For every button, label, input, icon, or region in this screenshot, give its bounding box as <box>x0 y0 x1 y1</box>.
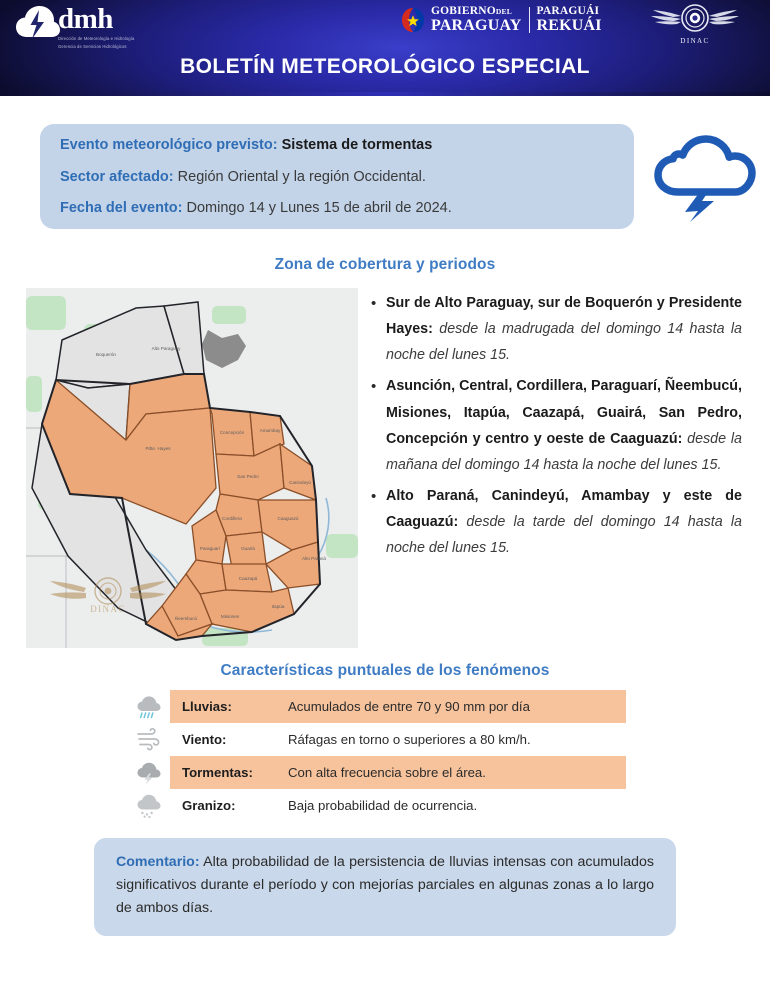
del-word: DEL <box>495 7 512 16</box>
coverage-bullet-3-period: desde la tarde del domingo 14 hasta la noche del lunes 15. <box>386 514 742 557</box>
svg-text:San Pedro: San Pedro <box>237 474 259 479</box>
affected-sector-label: Sector afectado: <box>60 168 174 185</box>
comment-label: Comentario: <box>116 854 200 870</box>
comment-text: Alta probabilidad de la persistencia de lluvias intensas con acumulados significativos durante el período y con mejorías parciales en algunas zonas a lo largo de ambos días. <box>116 854 654 916</box>
dmh-logo-word: dmh <box>58 3 113 35</box>
coverage-bullet-1-regions: Sur de Alto Paraguay, sur de Boquerón y Presidente Hayes: <box>386 295 742 338</box>
event-forecast-line <box>60 138 634 153</box>
svg-text:Canindeyú: Canindeyú <box>289 480 311 485</box>
storm-cloud-icon <box>128 760 170 786</box>
list-item <box>368 290 742 368</box>
characteristic-value: Ráfagas en torno o superiores a 80 km/h. <box>288 732 531 747</box>
dmh-logo <box>14 3 134 51</box>
svg-text:Misiones: Misiones <box>220 614 240 619</box>
event-date-value: Domingo 14 y Lunes 15 de abril de 2024. <box>186 200 452 216</box>
svg-text:Concepción: Concepción <box>219 430 245 435</box>
list-item <box>368 373 742 478</box>
svg-text:Amambay: Amambay <box>259 428 281 433</box>
coverage-bullet-2-regions: Asunción, Central, Cordillera, Paraguarí, Ñeembucú, Misiones, Itapúa, Caazapá, Guairá, San Pedro, Concepción y centro y oeste de Caaguazú: <box>386 378 742 447</box>
svg-text:Alto Paraná: Alto Paraná <box>301 556 327 561</box>
event-forecast-label: Evento meteorológico previsto: <box>60 137 278 153</box>
gobierno-paraguay-logo <box>400 6 602 34</box>
characteristic-value: Acumulados de entre 70 y 90 mm por día <box>288 699 530 714</box>
characteristic-label: Viento: <box>182 732 227 747</box>
rekuai-word: REKUÁI <box>536 16 602 34</box>
page-header <box>0 0 770 96</box>
svg-text:Caaguazú: Caaguazú <box>277 516 299 521</box>
paraguay-coverage-map <box>26 288 358 648</box>
coverage-content-row <box>0 288 770 650</box>
table-row <box>128 756 628 789</box>
storm-cloud-icon <box>652 132 756 224</box>
logo-divider <box>529 7 530 33</box>
table-row <box>128 789 628 822</box>
dmh-cloud-lightning-icon <box>14 3 62 45</box>
comment-box <box>94 838 676 936</box>
affected-sector-line <box>60 170 634 185</box>
event-info-box <box>40 124 634 229</box>
page-title: BOLETÍN METEOROLÓGICO ESPECIAL <box>180 55 590 78</box>
characteristics-table <box>128 690 628 822</box>
svg-text:Caazapá: Caazapá <box>238 576 258 581</box>
rain-cloud-icon <box>128 694 170 720</box>
characteristics-section-title: Características puntuales de los fenómenos <box>220 662 550 679</box>
characteristic-value: Baja probabilidad de ocurrencia. <box>288 798 478 813</box>
svg-text:Paraguarí: Paraguarí <box>199 546 221 551</box>
svg-text:Ñeembucú: Ñeembucú <box>174 616 198 621</box>
svg-text:Cordillera: Cordillera <box>222 516 242 521</box>
svg-text:Boquerón: Boquerón <box>96 352 116 357</box>
coverage-bullet-1-period: desde la madrugada del domingo 14 hasta la noche del lunes 15. <box>386 321 742 364</box>
svg-text:Itapúa: Itapúa <box>271 604 285 609</box>
paraguai-word: PARAGUÁI <box>536 5 600 17</box>
list-item <box>368 483 742 561</box>
wind-icon <box>128 727 170 753</box>
table-row <box>128 690 628 723</box>
svg-text:Alto Paraguay: Alto Paraguay <box>151 346 181 351</box>
paraguay-word: PARAGUAY <box>431 16 522 34</box>
dmh-logo-subtitle-2: Gerencia de Servicios Hidrológicos <box>58 44 127 50</box>
event-date-line <box>60 201 634 216</box>
coverage-bullet-3-regions: Alto Paraná, Canindeyú, Amambay y este de Caaguazú: <box>386 488 742 531</box>
svg-text:Pdte. Hayes: Pdte. Hayes <box>145 446 171 451</box>
event-forecast-value: Sistema de tormentas <box>281 137 433 153</box>
hail-cloud-icon <box>128 793 170 819</box>
coverage-bullet-2-period: desde la mañana del domingo 14 hasta la noche del lunes 15. <box>386 430 742 473</box>
dinac-logo <box>640 2 750 45</box>
paraguay-flag-star-icon <box>400 6 426 34</box>
characteristic-label: Granizo: <box>182 798 236 813</box>
event-date-label: Fecha del evento: <box>60 200 183 216</box>
coverage-bullet-list <box>368 290 742 567</box>
characteristic-label: Tormentas: <box>182 765 253 780</box>
dmh-logo-subtitle-1: Dirección de Meteorología e Hidrología <box>58 36 135 41</box>
map-graphic <box>26 288 358 648</box>
gobierno-word: GOBIERNO <box>431 5 496 17</box>
svg-text:DINAC: DINAC <box>90 604 126 614</box>
coverage-section-title: Zona de cobertura y periodos <box>274 256 496 273</box>
gobierno-guarani-text <box>537 6 602 34</box>
dinac-logo-word: DINAC <box>680 37 710 45</box>
gobierno-spanish-text <box>431 6 522 34</box>
svg-text:Guairá: Guairá <box>241 546 255 551</box>
header-bottom-strip <box>0 92 770 96</box>
dinac-winged-emblem-icon <box>643 2 747 36</box>
characteristic-label: Lluvias: <box>182 699 232 714</box>
event-summary-section <box>0 124 770 232</box>
table-row <box>128 723 628 756</box>
affected-sector-value: Región Oriental y la región Occidental. <box>177 168 426 185</box>
characteristic-value: Con alta frecuencia sobre el área. <box>288 765 486 780</box>
